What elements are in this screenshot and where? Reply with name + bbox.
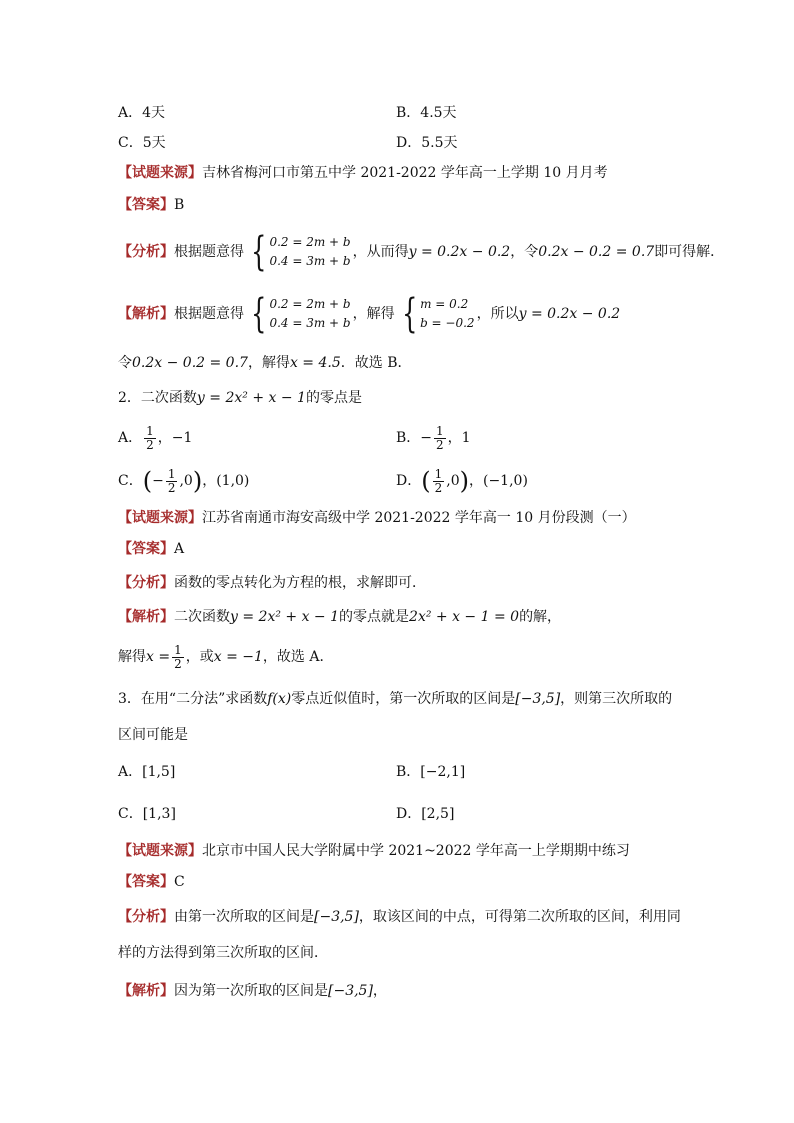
- q1-option-a: A．4天: [118, 105, 166, 121]
- q1-solution-tag: 【解析】: [118, 306, 174, 322]
- q2-option-a-frac: [144, 425, 156, 452]
- q1-analysis-cond: 0.2x − 0.2 = 0.7: [538, 244, 655, 260]
- q2-solution: [118, 608, 561, 626]
- q1-answer: [118, 196, 184, 214]
- q2-answer-text: A: [174, 541, 185, 557]
- q1-cont-mid: ，解得: [247, 355, 290, 371]
- q2-cont-pre: 解得: [118, 649, 146, 665]
- q2-option-d-rest: ，(−1,0): [468, 473, 528, 489]
- q1-solution-r2: b = −0.2: [420, 316, 475, 330]
- q2-option-b-frac: [434, 425, 446, 452]
- q2-solution-eq: 2x² + x − 1 = 0: [409, 609, 520, 625]
- q2-option-b-rest: ，1: [447, 430, 471, 446]
- q2-solution-tag: 【解析】: [118, 609, 174, 625]
- q1-cont-post: ．故选 B．: [340, 355, 412, 371]
- q2-option-c-frac: [166, 468, 178, 495]
- q2-solution-cont: [118, 642, 333, 672]
- q2-stem-post: 的零点是: [305, 390, 362, 406]
- q2-option-a-num: 1: [146, 423, 154, 438]
- q1-solution-y: y = 0.2x − 0.2: [518, 306, 621, 322]
- q2-cont-x: x =: [146, 649, 171, 665]
- q2-option-d-tail: ,0: [446, 473, 460, 489]
- q2-option-a-label: A．: [118, 430, 143, 446]
- q3-source-tag: 【试题来源】: [118, 843, 202, 859]
- q3-option-c: C．[1,3]: [118, 806, 176, 822]
- q1-solution-result: { m = 0.2 b = −0.2: [401, 291, 475, 337]
- q2-option-c-den: 2: [167, 480, 176, 495]
- q2-option-b-den: 2: [436, 437, 444, 452]
- q2-solution-post: 的解，: [519, 609, 562, 625]
- q1-option-b: B．4.5天: [396, 105, 457, 121]
- q1-solution-pre: 根据题意得: [174, 306, 244, 322]
- q3-analysis-tag: 【分析】: [118, 909, 174, 925]
- q2-option-c-sign: −: [152, 473, 164, 489]
- q2-option-b-sign: −: [420, 430, 433, 446]
- q2-cont-x2: x = −1: [213, 649, 263, 665]
- q2-cont-post: ，故选 A．: [262, 649, 334, 665]
- q1-analysis-mid2: ，令: [510, 244, 539, 260]
- q1-analysis-system: { 0.2 = 2m + b 0.4 = 3m + b: [251, 229, 351, 275]
- q1-solution-cont: [118, 354, 412, 372]
- q2-solution-func: y = 2x² + x − 1: [230, 609, 340, 625]
- q2-option-d-label: D．: [396, 473, 422, 489]
- q1-analysis: [118, 229, 725, 275]
- q3-solution: [118, 982, 387, 1000]
- q2-option-c-label: C．: [118, 473, 143, 489]
- q1-solution: [118, 291, 621, 337]
- q2-analysis-text: 函数的零点转化为方程的根，求解即可．: [174, 575, 426, 591]
- q1-source: [118, 164, 608, 182]
- q3-answer-tag: 【答案】: [118, 874, 174, 890]
- q1-analysis-post: 即可得解．: [654, 244, 725, 260]
- q1-analysis-tag: 【分析】: [118, 244, 174, 260]
- q2-option-c-num: 1: [167, 466, 176, 481]
- q2-option-c-tail: ,0: [179, 473, 193, 489]
- q2-option-c-rest: ，(1,0): [202, 473, 250, 489]
- q1-analysis-y: y = 0.2x − 0.2: [408, 244, 511, 260]
- q1-option-c: C．5天: [118, 135, 166, 151]
- q3-stem-line2: 区间可能是: [118, 727, 188, 743]
- q2-answer-tag: 【答案】: [118, 541, 174, 557]
- q2-option-d: D．( $\frac{1}{2}$ ,0)，(−1,0): [396, 466, 528, 495]
- q1-cont-pre: 令: [118, 355, 132, 371]
- q2-option-a-den: 2: [146, 437, 154, 452]
- q3-option-d: D．[2,5]: [396, 806, 455, 822]
- q1-solution-r1: m = 0.2: [420, 297, 469, 311]
- q2-analysis-tag: 【分析】: [118, 575, 174, 591]
- q1-solution-system: { 0.2 = 2m + b 0.4 = 3m + b: [251, 291, 351, 337]
- q2-cont-den: 2: [174, 656, 182, 671]
- q2-option-d-num: 1: [434, 466, 443, 481]
- q2-answer: [118, 540, 184, 558]
- q3-analysis-post: ，取该区间的中点，可得第二次所取的区间，利用同: [358, 909, 681, 925]
- q1-analysis-pre: 根据题意得: [174, 244, 244, 260]
- q3-analysis-pre: 由第一次所取的区间是: [174, 909, 314, 925]
- q3-stem-mid: 零点近似值时，第一次所取的区间是: [291, 691, 516, 707]
- q2-cont-mid: ，或: [185, 649, 214, 665]
- q3-answer: [118, 873, 185, 891]
- q2-source-text: 江苏省南通市海安高级中学 2021-2022 学年高一 10 月份段测（一）: [202, 510, 636, 526]
- q1-source-tag: 【试题来源】: [118, 165, 202, 181]
- q2-solution-pre: 二次函数: [174, 609, 230, 625]
- q3-solution-pre: 因为第一次所取的区间是: [174, 983, 328, 999]
- q2-option-d-den: 2: [434, 480, 443, 495]
- q3-stem-interval: [−3,5]: [515, 691, 561, 707]
- q3-analysis-interval: [−3,5]: [314, 909, 359, 925]
- q3-source-text: 北京市中国人民大学附属中学 2021~2022 学年高一上学期期中练习: [202, 843, 630, 859]
- q3-solution-interval: [−3,5]: [328, 983, 373, 999]
- q1-solution-mid: ，解得: [352, 306, 395, 322]
- q1-option-d: D．5.5天: [396, 135, 458, 151]
- q1-answer-tag: 【答案】: [118, 197, 174, 213]
- q1-analysis-eq2: 0.4 = 3m + b: [269, 254, 351, 268]
- q1-solution-eq1: 0.2 = 2m + b: [269, 297, 351, 311]
- q3-stem-pre: 3．在用“二分法”求函数: [118, 691, 268, 707]
- q3-solution-post: ，: [372, 983, 387, 999]
- q2-solution-mid: 的零点就是: [339, 609, 410, 625]
- q3-solution-tag: 【解析】: [118, 983, 174, 999]
- q3-source: [118, 842, 630, 860]
- q2-stem-pre: 2．二次函数: [118, 390, 197, 406]
- q2-cont-frac: [172, 644, 184, 671]
- q3-answer-text: C: [174, 874, 185, 890]
- q2-option-c: C．(− $\frac{1}{2}$ ,0)，(1,0): [118, 466, 250, 495]
- q3-stem-post: ，则第三次所取的: [560, 691, 673, 707]
- q1-analysis-mid: ，从而得: [352, 244, 409, 260]
- q3-analysis-line2: 样的方法得到第三次所取的区间．: [118, 945, 328, 961]
- q1-solution-eq2: 0.4 = 3m + b: [269, 316, 351, 330]
- q1-source-text: 吉林省梅河口市第五中学 2021-2022 学年高一上学期 10 月月考: [202, 165, 608, 181]
- q3-stem-func: f(x): [267, 691, 292, 707]
- q2-analysis: [118, 574, 426, 592]
- q2-source: [118, 509, 636, 527]
- q2-option-b-label: B．: [396, 430, 421, 446]
- q2-option-d-frac: [433, 468, 445, 495]
- q3-stem: [118, 690, 672, 708]
- q1-cont-x: x = 4.5: [289, 355, 341, 371]
- q2-stem-func: y = 2x² + x − 1: [196, 390, 306, 406]
- q2-option-a-rest: ，−1: [157, 430, 193, 446]
- q1-answer-text: B: [174, 197, 185, 213]
- q1-solution-mid2: ，所以: [476, 306, 519, 322]
- q2-stem: [118, 389, 362, 407]
- q1-analysis-eq1: 0.2 = 2m + b: [269, 235, 351, 249]
- q3-option-b: B．[−2,1]: [396, 764, 466, 780]
- q2-source-tag: 【试题来源】: [118, 510, 202, 526]
- q3-option-a: A．[1,5]: [118, 764, 176, 780]
- q3-analysis: [118, 908, 681, 926]
- q2-option-b-num: 1: [436, 423, 444, 438]
- q1-cont-eq: 0.2x − 0.2 = 0.7: [132, 355, 248, 371]
- q2-option-b: [396, 423, 471, 453]
- q2-cont-num: 1: [174, 642, 182, 657]
- q2-option-a: [118, 423, 192, 453]
